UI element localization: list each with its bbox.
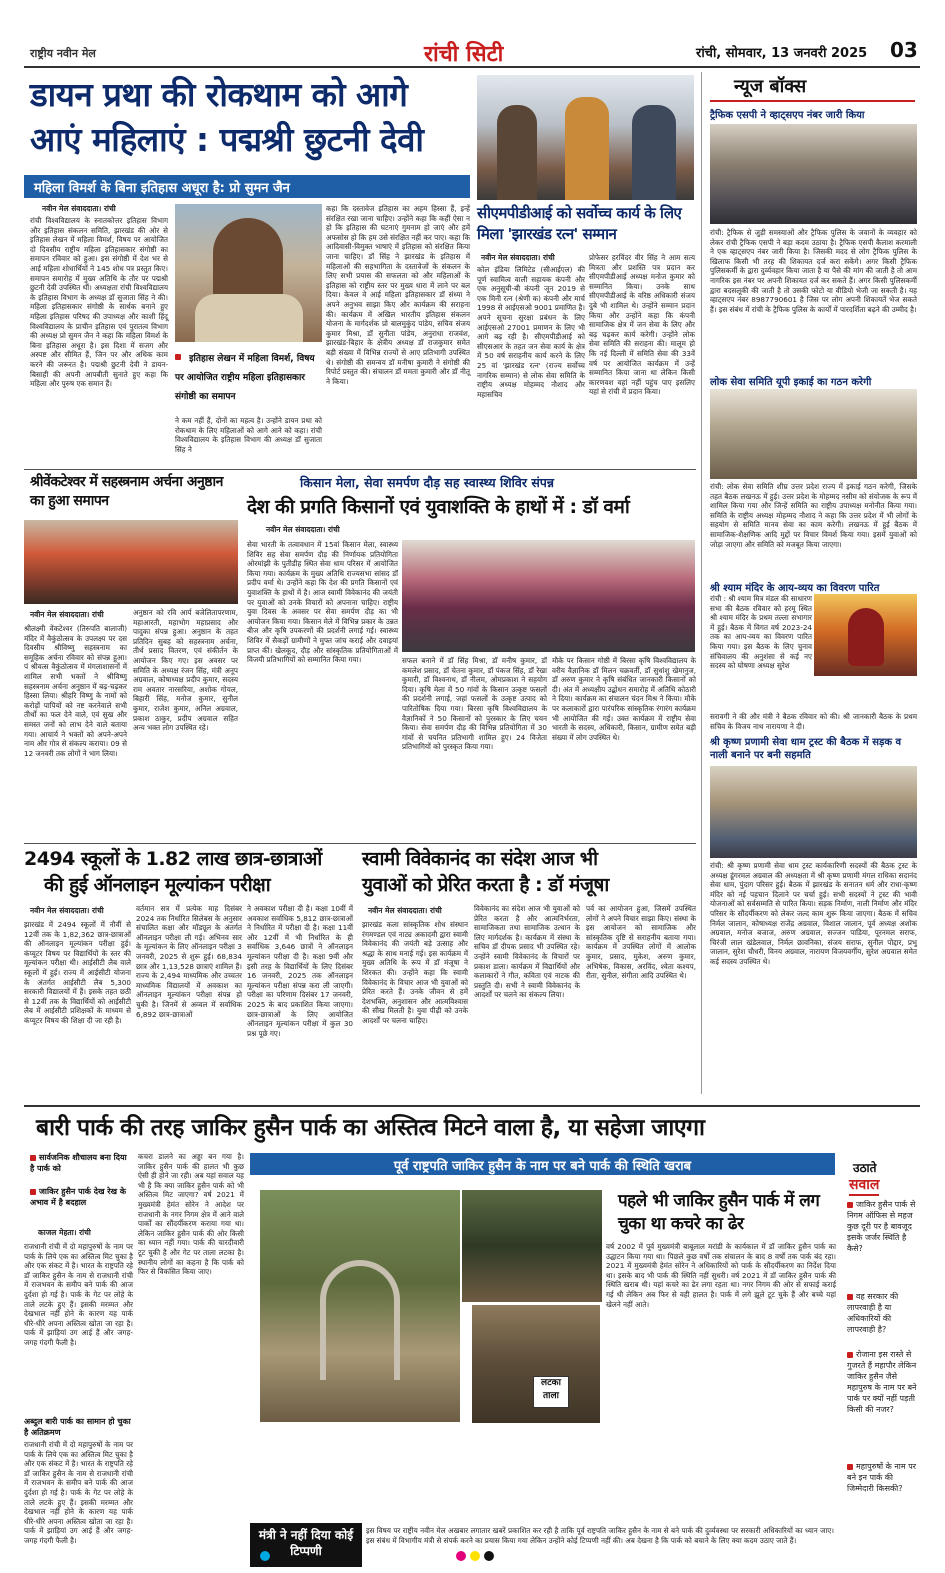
cmpdi-headline: सीएमपीडीआई को सर्वोच्च कार्य के लिए मिला 'झारखंड रत्न' सम्मान xyxy=(477,204,682,243)
sawal-q3-text: रोजाना इस रास्ते से गुजरते हैं महापौर लेकिन जाकिर हुसैन जैसे महापुरुष के नाम पर बने पार्क पर क्यों नहीं पड़ती किसी की नजर? xyxy=(847,1350,917,1414)
lead-photo xyxy=(175,204,322,342)
sawal-box xyxy=(845,1155,920,1523)
masthead-date: रांची, सोमवार, 13 जनवरी 2025 xyxy=(696,46,868,61)
cmpdi-photo xyxy=(477,75,694,200)
item1-body: रांची: ट्रैफिक से जुड़ी समस्याओं और ट्रैफिक पुलिस के जवानों के व्यवहार को लेकर रांची ट्रैफिक एसपी ने बड़ा कदम उठाया है। ट्रैफिक एसपी कैलाश करमाली ने एक व्हाट्सएप नंबर जारी किया है। जिसकी मदद से लोग ट्रैफिक पुलिस के खिलाफ किसी भी तरह की शिकायत दर्ज करा सकेंगे। अगर किसी ट्रैफिक पुलिसकर्मी के द्वारा दुर्व्यवहार किया जाता है या पैसे की मांग की जाती है तो आम नागरिक इस नंबर पर अपनी शिकायत दर्ज कर सकते हैं। अगर किसी पुलिसकर्मी द्वारा बदसलूकी की जाती है तो उसकी फोटो या वीडियो भेजी जा सकती है। यह व्हाट्सएप नंबर 8987790601 है जिस पर लोग अपनी शिकायतें भेज सकते हैं। इस संबंध में रांची के ट्रैफिक पुलिस के कार्यों में पारदर्शिता बढ़ने की उम्मीद है। xyxy=(710,228,917,314)
reg-dot-yellow xyxy=(470,1551,480,1561)
reg-dot-magenta xyxy=(456,1551,466,1561)
lead-body-3: कहा कि दस्तावेज इतिहास का अहम हिस्सा हैं, इन्हें संरक्षित रखा जाना चाहिए। उन्होंने कहा कि कहीं ऐसा न हो कि इतिहास की घटनाएं गुमनाम हो जाएं और हमें अफसोस हो कि हम उसे संरक्षित नहीं कर पाए। कहा कि आदिवासी-विमुक्त भाषाएं में इतिहास को संरक्षित किया जाना चाहिए। डॉ सिंह ने झारखंड के इतिहास में महिलाओं की सहभागिता के दस्तावेजों के संकलन के लिए सभी प्रयास की सफलता को और महिलाओं के इतिहास को राष्ट्रीय स्तर पर मुख्य धारा में लाने पर बल दिया। केवल वे आई महिला इतिहासकार डॉ संध्या ने अपने अनुभव साझा किए और कार्यक्रम की सराहना की। कार्यक्रम में अखिल भारतीय इतिहास संकलन योजना के मार्गदर्शक प्रो बालमुकुंद पांडेय, सचिव संजय कुमार मिश्रा, डॉ सुनीता पांडेय, अनुराधा राजवंश, झारखंड-बिहार के क्षेत्रीय अध्यक्ष डॉ राजकुमार समेत बड़ी संख्या में विभिन्न राज्यों से आए प्रतिभागी उपस्थित थे। संगोष्ठी की समन्वय डॉ मनीषा कुमारी ने संगोष्ठी की रिपोर्ट प्रस्तुत की। संचालन डॉ ममता कुमारी और डॉ नीतू ने किया। xyxy=(326,204,470,386)
park-strip xyxy=(250,1153,835,1175)
schools-body-1: झारखंड में 2494 स्कूलों में नौवीं से 12वीं तक के 1,82,362 छात्र-छात्राओं की ऑनलाइन मूल्यांकन परीक्षा हुई। कंप्यूटर विषय पर विद्यार्थियों के स्तर की मूल्यांकन परीक्षा थी। आईसीटी लैब वाले स्कूलों में हुई। राज्य में आईसीटी योजना के अंतर्गत आईसीटी लैब 5,300 सरकारी विद्यालयों में हैं। इसके तहत छठी से 12वीं तक के विद्यार्थियों को आईसीटी लैब में आईसीटी प्रशिक्षकों के माध्यम से कंप्यूटर विषय की शिक्षा दी जा रही है। xyxy=(24,920,131,1025)
item2-head: लोक सेवा समिति यूपी इकाई का गठन करेगी xyxy=(710,377,872,388)
sawal-title-1: उठाते xyxy=(853,1161,877,1175)
sahasranam-body-1: श्रीलक्ष्मी वेंकटेश्वर (तिरुपति बालाजी) मंदिर में वैकुंठोत्सव के उपलक्ष्य पर दस दिवसीय श्रीविष्णु सहस्त्रनाम का समूहिक अर्चना रविवार को संपन्न हुआ। पं श्रीवत्स वैकुंठोत्सव में मंगलाशासनों में शामिल सभी भक्तों ने श्रीविष्णु सहस्त्रनाम अर्चना अनुष्ठान में बढ़-चढ़कर हिस्सा लिया। श्रीहरि विष्णु के नामों को करोड़ों पापियों को नष्ट करनेवाले सभी तीर्थों का फल देने वाले, एवं सुख और समस्त जनों को लाभ देने वाले बताया गया। आचार्य ने भक्तों को अपने-अपने नाम और गोत्र से संकल्प कराया। 09 से 12 जनवरी तक लोगों ने भाग लिया। xyxy=(24,624,127,758)
lead-body-1: रांची विश्वविद्यालय के स्नातकोत्तर इतिहास विभाग और इतिहास संकलन समिति, झारखंड की ओर से इतिहास लेखन में महिला विमर्श, विषय पर आयोजित दो दिवसीय राष्ट्रीय महिला इतिहासकार संगोष्ठी का समापन रविवार को हुआ। इस संगोष्ठी में देश भर से आई महिला शोधार्थियों ने 145 शोध पत्र प्रस्तुत किए। समापन समारोह में मुख्य अतिथि के तौर पर पद्मश्री छुटनी देवी उपस्थित थीं। अध्यक्षता रांची विश्वविद्यालय के इतिहास विभाग के अध्यक्ष डॉ सुजाता सिंह ने की। महिला इतिहासकार संगोष्ठी के सार्थक बनाने हुए महिला इतिहास परिषद की उपाध्यक्ष और काशी हिंदू विश्वविद्यालय के प्राचीन इतिहास एवं पुरातत्व विभाग की अध्यक्ष प्रो सुमन जैन ने कहा कि महिला विमर्श के बिना इतिहास अधूरा है। इस दिशा में सजग और अस्पष्ट और सीमित हैं, जिन पर और अधिक काम करने की जरूरत है। पद्मश्री छुटनी देवी ने डायन-बिसाही की अपनी आपबीती सुनाते हुए कहा कि महिला और पुरुष एक समान हैं। xyxy=(30,216,168,389)
vivekanand-headline-1: स्वामी विवेकानंद का संदेश आज भी xyxy=(362,848,598,870)
item2-photo xyxy=(710,389,917,479)
portrait-shawl xyxy=(195,294,303,342)
schools-headline-2: की हुई ऑनलाइन मूल्यांकन परीक्षा xyxy=(44,874,271,896)
vivekanand-body-3: पर्व का आयोजन हुआ, जिसमें उपस्थित लोगों ने अपने विचार साझा किए। संस्था के इस आयोजन को सामाजिक और सांस्कृतिक दृष्टि से सराहनीय बताया गया। कार्यक्रम में उपस्थित लोगों में आलोक कुमार, प्रसाद, मुकेश, अरुण कुमार, अभिषेक, विकास, अरविंद, श्वेता कश्यप, रीता, सुनील, संगीता आदि उपस्थित थे। xyxy=(586,904,696,981)
cmpdi-body-2: प्रोफेसर हरविंदर वीर सिंह ने आम सत्य मित्रता और प्रशस्ति पत्र प्रदान कर सीएमपीडीआई अध्यक्ष मनोज कुमार को सम्मानित किया। उनके साथ सीएमपीडीआई के वरिष्ठ अधिकारी संजय दुबे भी शामिल थे। उन्होंने सम्मान प्रदान किया और उन्होंने कहा कि कंपनी सामाजिक क्षेत्र में जन सेवा के लिए और बढ़ चढ़कर कार्य करेगी। उन्होंने लोक सेवा समिति की सराहना की। मालूम हो कि नई दिल्ली में समिति सेवा की 33वें वर्ष पर आयोजित कार्यक्रम में उन्हें सम्मानित किया जाना था लेकिन किसी कारणवश वहां नहीं पहुंच पाए इसलिए यहां से रांची में प्रदान किया। xyxy=(589,253,695,397)
news-box xyxy=(701,72,920,1094)
lead-caption-text: इतिहास लेखन में महिला विमर्श, विषय पर आयोजित राष्ट्रीय महिला इतिहासकार संगोष्ठी का समापन xyxy=(175,354,315,402)
park-strip-text: पूर्व राष्ट्रपति जाकिर हुसैन के नाम पर बने पार्क की स्थिति खराब xyxy=(393,1159,692,1174)
park-banner-rule xyxy=(24,1105,920,1107)
vivekanand-byline: नवीन मेल संवाददाता। रांची xyxy=(368,906,442,915)
bullet-icon xyxy=(30,1155,36,1161)
sawal-title-2: सवाल xyxy=(849,1175,879,1196)
kisan-body-2: सफल बनाने में डॉ सिंह मिश्रा, डॉ मनीष कुमार, डॉ कमलेश प्रसाद, डॉ चेतना कुमार, डॉ पंकज सिंह, डॉ रेखा कुमारी, डॉ विश्वनाथ, डॉ नीलम, ओमप्रकाश ने सहयोग दिया। कृषि मेला में 50 गांवों के किसान उत्कृष्ट फसलों की प्रदर्शनी लगाई, जहां फसलों के उत्कृष्ट उत्पाद को पारितोषिक दिया गया। बिरसा कृषि विश्वविद्यालय के वैज्ञानिकों ने 50 किसानों को पुरस्कार के लिए चयन किया। सेवा समर्पण दौड़ की विभिन्न प्रतियोगिता में 30 गांवों से चयनित प्रतिभागी शामिल हुए। 24 विजेता प्रतिभागियों को पुरस्कृत किया गया। xyxy=(402,656,547,752)
item3-body: रांची : श्री श्याम मित्र मंडल की साधारण सभा की बैठक रविवार को हरमू स्थित श्री श्याम मंदिर के प्रथम तल्ला सभागार में हुई। बैठक में विगत वर्ष 2023-24 तक का आय-व्यय का विवरण पारित किया गया। इस बैठक के लिए चुनाव संचिवालय की अनुशंसा से कई नए सदस्य को घोषणा अध्यक्ष सुरेश xyxy=(710,594,812,671)
sawal-q1-text: जाकिर हुसैन पार्क से निगम ऑफिस से महज कुछ दूरी पर है बावजूद इसके जर्जर स्थिति है कैसे? xyxy=(847,1200,916,1253)
sahasranam-byline: नवीन मेल संवाददाता। रांची xyxy=(30,610,104,619)
sawal-q4-text: महापुरुषों के नाम पर बने इन पार्क की जिम्मेदारी किसकी? xyxy=(847,1462,917,1493)
sahasranam-headline: श्रीवेंकटेश्वर में सहस्त्रनाम अर्चना अनुष्ठान का हुआ समापन xyxy=(30,474,223,509)
deity-figure xyxy=(848,608,884,666)
park-banner: बारी पार्क की तरह जाकिर हुसैन पार्क का अस्तित्व मिटने वाला है, या सहेजा जाएगा xyxy=(36,1115,705,1141)
item3-tail: सरावगी ने की और मंत्री ने बैठक रविवार को की। श्री जानकारी बैठक के प्रथम सचिव के विजय नाथ नारायणा ने दी। xyxy=(710,712,917,731)
item1-photo xyxy=(710,124,917,224)
question-bullet xyxy=(847,1352,853,1358)
sawal-q2-text: वह सरकार की लापरवाही है या अधिकारियों की लापरवाही है? xyxy=(847,1292,899,1334)
section-title: रांची सिटी xyxy=(424,42,504,67)
kisan-photo xyxy=(402,540,695,652)
park-byline: काजल मेहता। रांची xyxy=(38,1228,91,1237)
person-1 xyxy=(497,105,537,200)
lead-subhead-text: महिला विमर्श के बिना इतिहास अधूरा है: प्रो सुमन जैन xyxy=(34,181,290,196)
item2-body: रांची: लोक सेवा समिति शीघ्र उत्तर प्रदेश राज्य में इकाई गठन करेगी, जिसके तहत बैठक लखनऊ में हुई। उत्तर प्रदेश के मोहम्मद नसीम को संयोजक के रूप में शामिल किया गया और जिन्हें समिति का राष्ट्रीय उपाध्यक्ष मनोनीत किया गया। समिति के राष्ट्रीय अध्यक्ष मोहम्मद नौशाद ने कहा कि उत्तर प्रदेश में भी लोगों के सहयोग से समिति मानव सेवा का काम करेगी। लखनऊ में हुई बैठक में सामाजिक-शैक्षणिक आदि मुद्दों पर विचार विमर्श किया गया। इसमें युवाओं को जोड़ा जाएगा और समिति को मजबूत किया जाएगा। xyxy=(710,482,917,549)
minister-box-text: मंत्री ने नहीं दिया कोई टिप्पणी xyxy=(258,1528,354,1558)
question-bullet xyxy=(847,1464,853,1470)
park-gate xyxy=(320,1260,400,1380)
park-body-1b: राजधानी रांची में दो महापुरुषों के नाम पर पार्क के लिये एक का अस्तित्व मिट चुका है और एक संकट में है। भारत के राष्ट्रपति रहे डॉ जाकिर हुसैन के नाम से राजधानी रांची में राजभवन के समीप बने पार्क की आज दुर्दशा हो गई है। पार्क के गेट पर लोहे के ताले लटके हुए हैं। इसकी मरम्मत और देखभाल नहीं होने के कारण यह पार्क धीरे-धीरे अपना अस्तित्व खोता जा रहा है। पार्क में झाड़ियां उग आई हैं और जगह-जगह गंदगी फैली है। xyxy=(24,1440,133,1545)
sahasranam-body-2: अनुष्ठान को रवि आर्य बजेलितापरणाम, महाआरती, महाभोग महाप्रसाद और पादुका संपन्न हुआ। अनुष्ठान के तहत प्रतिदिन सुबह को सहस्त्रनाम अर्चना, तीर्थ प्रसाद वितरण, एवं संकीर्तन के आयोजन किए गए। इस अवसर पर समिति के अध्यक्ष रंजन सिंह, मंत्री अनूप अग्रवाल, कोषाध्यक्ष प्रदीप कुमार, सदस्य राम अवतार नारसरिया, अशोक गोयल, बिहारी सिंह, मनोज कुमार, सुनील कुमार, राजेश कुमार, अनिल अग्रवाल, प्रकाश ठाकुर, प्रदीप अग्रवाल सहित अन्य भक्त लोग उपस्थित रहे। xyxy=(133,608,238,733)
park-photo-lock xyxy=(462,1190,602,1302)
vivekanand-body-1: झारखंड कला सांस्कृतिक शोध संस्थान रंगमण्डल एवं नाट्य अकादमी द्वारा स्वामी विवेकानंद की जयंती बड़े उत्साह और श्रद्धा के साथ मनाई गई। इस कार्यक्रम में मुख्य अतिथि के रूप में डॉ मंजूषा ने शिरकत की। उन्होंने कहा कि स्वामी विवेकानंद के विचार आज भी युवाओं को प्रेरित करते हैं। उनके जीवन से हमें देशभक्ति, अनुशासन और आत्मविश्वास की सीख मिलती है। युवा पीढ़ी को उनके आदर्शों पर चलना चाहिए। xyxy=(362,920,468,1025)
masthead xyxy=(24,36,920,68)
sawal-q1 xyxy=(847,1199,920,1254)
brand-logo: राष्ट्रीय नवीन मेल xyxy=(30,47,96,60)
reg-dot-black xyxy=(484,1551,494,1561)
park-bullet-2 xyxy=(30,1186,130,1208)
sawal-q2 xyxy=(847,1291,920,1335)
park-bullet-2-text: जाकिर हुसैन पार्क देख रेख के अभाव में है बदहाल xyxy=(30,1187,127,1207)
park-side-body: वर्ष 2002 में पूर्व मुख्यमंत्री बाबूलाल मरांडी के कार्यकाल में डॉ जाकिर हुसैन पार्क का उद्घाटन किया गया था। पिछले कुछ वर्षों तक संचालन के बाद 8 वर्षों तक पार्क बंद रहा। 2021 में मुख्यमंत्री हेमंत सोरेन ने अधिकारियों को पार्क के सौंदर्यीकरण का निर्देश दिया था। इसके बाद भी पार्क की स्थिति नहीं सुधरी। वर्ष 2021 में डॉ जाकिर हुसैन पार्क की स्थिति खराब थी। यहां कचरे का ढेर लगा रहता था। नगर निगम की ओर से सफाई कराई गई थी लेकिन अब फिर से वही हालत है। पार्क में लगे झूले टूट चुके हैं और बच्चे यहां खेलने नहीं आते। xyxy=(606,1242,836,1309)
park-body-2: कचरा डालने का अड्डा बन गया है। जाकिर हुसैन पार्क की हालत भी कुछ ऐसी ही होने जा रही। अब यहां सवाल यह भी है कि क्या जाकिर हुसैन पार्क को भी अस्तित्व मिट जाएगा? वर्ष 2021 में मुख्यमंत्री हेमंत सोरेन ने आदेश पर राजधानी के नगर निगम क्षेत्र में आने वाले पार्कों का सौंदर्यीकरण कराया गया था। लेकिन जाकिर हुसैन पार्क की ओर किसी का ध्यान नहीं गया। पार्क की चारदीवारी टूट चुकी है और गेट पर ताला लटका है। स्थानीय लोगों का कहना है कि पार्क को फिर से विकसित किया जाए। xyxy=(138,1152,244,1277)
park-photo-main xyxy=(260,1190,460,1422)
kisan-kicker: किसान मेला, सेवा समर्पण दौड़ सह स्वास्थ्य शिविर संपन्न xyxy=(300,475,555,490)
park-side-headline: पहले भी जाकिर हुसैन पार्क में लग चुका था कचरे का ढेर xyxy=(618,1191,820,1234)
cmpdi-body-1: कोल इंडिया लिमिटेड (सीआईएल) की पूर्ण स्वामित्व वाली सहायक कंपनी और एक अनुसूची-बी कंपनी जून 2019 से एक मिनी रत्न (श्रेणी क) कंपनी और मार्च 1998 से आईएसओ 9001 प्रमाणित है। अपने सूचना सुरक्षा प्रबंधन के लिए आईएसओ 27001 प्रमाणन के लिए भी आगे बढ़ रही है। सीएमपीडीआई को सीएसआर के तहत जन सेवा कार्य के क्षेत्र में 50 वर्ष सराहनीय कार्य करने के लिए 25 वां 'झारखंड रत्न' (राज्य सर्वोच्च नागरिक सम्मान) से लोक सेवा समिति के राष्ट्रीय अध्यक्ष मोहम्मद नौशाद और महासचिव xyxy=(477,265,585,399)
registration-marks xyxy=(260,1551,680,1561)
item4-photo xyxy=(710,766,917,858)
kisan-body-3: मौके पर किसान गोष्ठी में बिरसा कृषि विश्वविद्यालय के वरीय वैज्ञानिक डॉ मिलन चक्रवर्ती, डॉ सुधांशु खेमानुज, डॉ अरुण कुमार ने कृषि संबंधित जानकारी किसानों को दी। अंत में अध्यक्षीय उद्बोधन समारोह में अतिथि कोठारी ने दिया। कार्यक्रम का संचालन चंदन मिश्र ने किया। मौके पर कलाकारों द्वारा पारंपरिक सांस्कृतिक रंगारंग कार्यक्रम भी आयोजित की गई। उक्त कार्यक्रम में राष्ट्रीय सेवा भारती के सदस्य, अधिकारी, किसान, ग्रामीण समेत बड़ी संख्या में लोग उपस्थित थे। xyxy=(552,656,696,742)
lead-body-2: ने कम नहीं हैं, दोनों का महत्व है। उन्होंने डायन प्रथा को रोकथाम के लिए महिलाओं को आगे आने को कहा। रांची विश्वविद्यालय के इतिहास विभाग की अध्यक्ष डॉ सुजाता सिंह ने xyxy=(175,416,322,454)
question-bullet xyxy=(847,1294,853,1300)
lead-headline-1: डायन प्रथा की रोकथाम को आगे xyxy=(30,75,408,114)
page-number: 03 xyxy=(890,38,918,62)
park-subhead: अब्दुल बारी पार्क का सामान हो चुका है अतिक्रमण xyxy=(24,1417,131,1437)
item4-head: श्री कृष्ण प्रणामी सेवा धाम ट्रस्ट की बैठक में सड़क व नाली बनाने पर बनी सहमति xyxy=(710,737,902,761)
schools-headline-1: 2494 स्कूलों के 1.82 लाख छात्र-छात्राओं xyxy=(24,848,322,870)
item4-body: रांची: श्री कृष्ण प्रणामी सेवा धाम ट्रस्ट कार्यकारिणी सदस्यों की बैठक ट्रस्ट के अध्यक्ष डूंगरमल अग्रवाल की अध्यक्षता में श्री कृष्ण प्रणामी मंगल राधिका सदानंद सेवा धाम, पुंदाग परिसर हुई। बैठक में झारखंड के सनातन धर्म और राधा-कृष्ण मंदिर को नई पहचान दिलाने पर चर्चा हुई। सभी सदस्यों ने ट्रस्ट की भावी योजनाओं को सर्वसम्मति से पारित किया। सड़क निर्माण, नाली निर्माण और मंदिर परिसर के सौंदर्यीकरण को लेकर जल्द काम शुरू किया जाएगा। बैठक में सचिव निर्मल जालान, कोषाध्यक्ष राजेंद्र अग्रवाल, विशाल जालान, पूर्व अध्यक्ष अशोक अग्रवाल, मनोज बजाज, अरुण अग्रवाल, सज्जन पाडिया, पूरनमल सराफ, चिरंजी लाल खंडेलवाल, निर्मल छावनिका, संजय सराफ, सुनील पोद्दार, प्रभु जालान, सुरेश चौधरी, विनय अग्रवाल, नारायण विजयवर्गीय, सुरेश अग्रवाल समेत कई सदस्य उपस्थित थे। xyxy=(710,861,917,966)
person-3 xyxy=(632,105,676,200)
lead-headline-2: आएं महिलाएं : पद्मश्री छुटनी देवी xyxy=(30,120,424,159)
person-2 xyxy=(565,97,609,200)
news-box-rule xyxy=(710,100,915,102)
park-bottom-text: इस विषय पर राष्ट्रीय नवीन मेल अखबार लगातार खबरें प्रकाशित कर रही है ताकि पूर्व राष्ट्रपति जाकिर हुसैन के नाम से बने पार्क की दुर्व्यवस्था पर सरकारी अधिकारियों का ध्यान जाए। इस संबंध में विभागीय मंत्री से संपर्क करने का प्रयास किया गया लेकिन उन्होंने कोई टिप्पणी नहीं की। अब देखना है कि पार्क को बचाने के लिए क्या कदम उठाए जाते हैं। xyxy=(366,1526,834,1545)
sawal-q4 xyxy=(847,1461,920,1494)
news-box-title: न्यूज बॉक्स xyxy=(734,76,807,97)
caption-bullet xyxy=(175,354,181,360)
kisan-body-1: सेवा भारती के तत्वावधान में 15वां किसान मेला, स्वास्थ्य शिविर सह सेवा समर्पण दौड़ की निर्णायक प्रतियोगिता ओरमांझी के पुतीडीह स्थित सेवा धाम परिसर में आयोजित किया गया। कार्यक्रम के मुख्य अतिथि राज्यसभा सांसद डॉ प्रदीप वर्मा थे। उन्होंने कहा कि देश की प्रगति किसानों एवं युवाशक्ति के हाथों में है। आज स्वामी विवेकानंद की जयंती पर युवाओं को उनके विचारों को अपनाना चाहिए। राष्ट्रीय युवा दिवस के अवसर पर सेवा समर्पण दौड़ का भी आयोजन किया गया। किसान मेले में विभिन्न प्रकार के उन्नत बीज और कृषि उपकरणों की प्रदर्शनी लगाई गई। स्वास्थ्य शिविर में सैकड़ों ग्रामीणों ने मुफ्त जांच कराई और दवाइयां प्राप्त कीं। खेलकूद, दौड़ और सांस्कृतिक प्रतियोगिताओं में विजयी प्रतिभागियों को सम्मानित किया गया। xyxy=(247,540,398,665)
bullet-icon xyxy=(30,1189,36,1195)
divider-1 xyxy=(24,469,696,470)
schools-body-3: ने अवकाश परीक्षा दी है। कक्षा 10वीं में अवकाश सर्वाधिक 5,812 छात्र-छात्राओं ने निर्धारित में परीक्षा दी है। कक्षा 11वीं और 12वीं में भी निर्धारित के ही सर्वाधिक 3,646 छात्रों ने ऑनलाइन मूल्यांकन परीक्षा दी है। कक्षा 9वीं और इसी तरह के विद्यार्थियों के लिए दिसंबर 16 जनवरी, 2025 तक ऑनलाइन मूल्यांकन परीक्षा संपन्न करा ली जाएगी। परीक्षा का परिणाम दिसंबर 17 जनवरी, 2025 के बाद प्रकाशित किया जाएगा। छात्र-छात्राओं के लिए आयोजित ऑनलाइन मूल्यांकन परीक्षा में कुल 30 प्रश्न पूछे गए। xyxy=(247,904,353,1038)
lead-byline: नवीन मेल संवाददाता। रांची xyxy=(42,204,116,213)
question-bullet xyxy=(847,1202,853,1208)
item1-head: ट्रैफिक एसपी ने व्हाट्सएप नंबर जारी किया xyxy=(710,110,865,121)
park-bullet-1-text: सार्वजनिक शौचालय बना दिया है पार्क को xyxy=(30,1153,127,1173)
cmpdi-byline: नवीन मेल संवाददाता। रांची xyxy=(481,253,555,262)
lock-label-text: लटका ताला xyxy=(541,1378,561,1401)
sahasranam-photo xyxy=(24,520,238,604)
kisan-headline: देश की प्रगति किसानों एवं युवाशक्ति के हाथों में : डॉ वर्मा xyxy=(247,496,630,518)
lead-subhead xyxy=(24,175,470,198)
vivekanand-headline-2: युवाओं को प्रेरित करता है : डॉ मंजूषा xyxy=(362,874,609,896)
item3-photo xyxy=(814,594,917,676)
schools-byline: नवीन मेल संवाददाता। रांची xyxy=(30,906,104,915)
lead-caption xyxy=(175,346,322,408)
reg-dot-cyan xyxy=(260,1551,270,1561)
schools-body-2: वर्तमान सत्र में प्रत्येक माह दिसंबर 2024 तक निर्धारित सिलेबस के अनुसार संचालित कक्षा और मॉड्यूल के अंतर्गत ऑनलाइन परीक्षा ली गई। अभिनव सार के मूल्यांकन के लिए ऑनलाइन परीक्षा 3 जनवरी, 2025 से शुरू हुई। 68,834 छात्र और 1,13,528 छात्राएं शामिल हैं। राज्य के 2,494 माध्यमिक और उच्चतर माध्यमिक विद्यालयों में अवकाश का ऑनलाइन मूल्यांकन परीक्षा संपन्न हो चुकी है। जिनमें से अव्वल में सर्वाधिक 6,892 छात्र-छात्राओं xyxy=(136,904,242,1019)
item3-head: श्री श्याम मंदिर के आय-व्यय का विवरण पारित xyxy=(710,583,880,594)
park-body-1: राजधानी रांची में दो महापुरुषों के नाम पर पार्क के लिये एक का अस्तित्व मिट चुका है और एक संकट में है। भारत के राष्ट्रपति रहे डॉ जाकिर हुसैन के नाम से राजधानी रांची में राजभवन के समीप बने पार्क की आज दुर्दशा हो गई है। पार्क के गेट पर लोहे के ताले लटके हुए हैं। इसकी मरम्मत और देखभाल नहीं होने के कारण यह पार्क धीरे-धीरे अपना अस्तित्व खोता जा रहा है। पार्क में झाड़ियां उग आई हैं और जगह-जगह गंदगी फैली है। xyxy=(24,1242,133,1347)
lock-label xyxy=(533,1376,569,1408)
kisan-byline: नवीन मेल संवाददाता। रांची xyxy=(266,525,340,534)
divider-2 xyxy=(24,843,696,844)
park-bullet-1 xyxy=(30,1152,130,1174)
sawal-q3 xyxy=(847,1349,920,1415)
vivekanand-body-2: विवेकानंद का संदेश आज भी युवाओं को प्रेरित करता है और आत्मनिर्भरता, सामाजिकता तथा सामाजिक उत्थान के लिए मार्गदर्शक है। कार्यक्रम में संस्था के सचिव डॉ दीपक प्रसाद भी उपस्थित रहे। उन्होंने स्वामी विवेकानंद के विचारों पर प्रकाश डाला। कार्यक्रम में विद्यार्थियों और कलाकारों ने गीत, कविता एवं नाटक की प्रस्तुति दी। सभी ने स्वामी विवेकानंद के आदर्शों पर चलने का संकल्प लिया। xyxy=(474,904,580,1000)
